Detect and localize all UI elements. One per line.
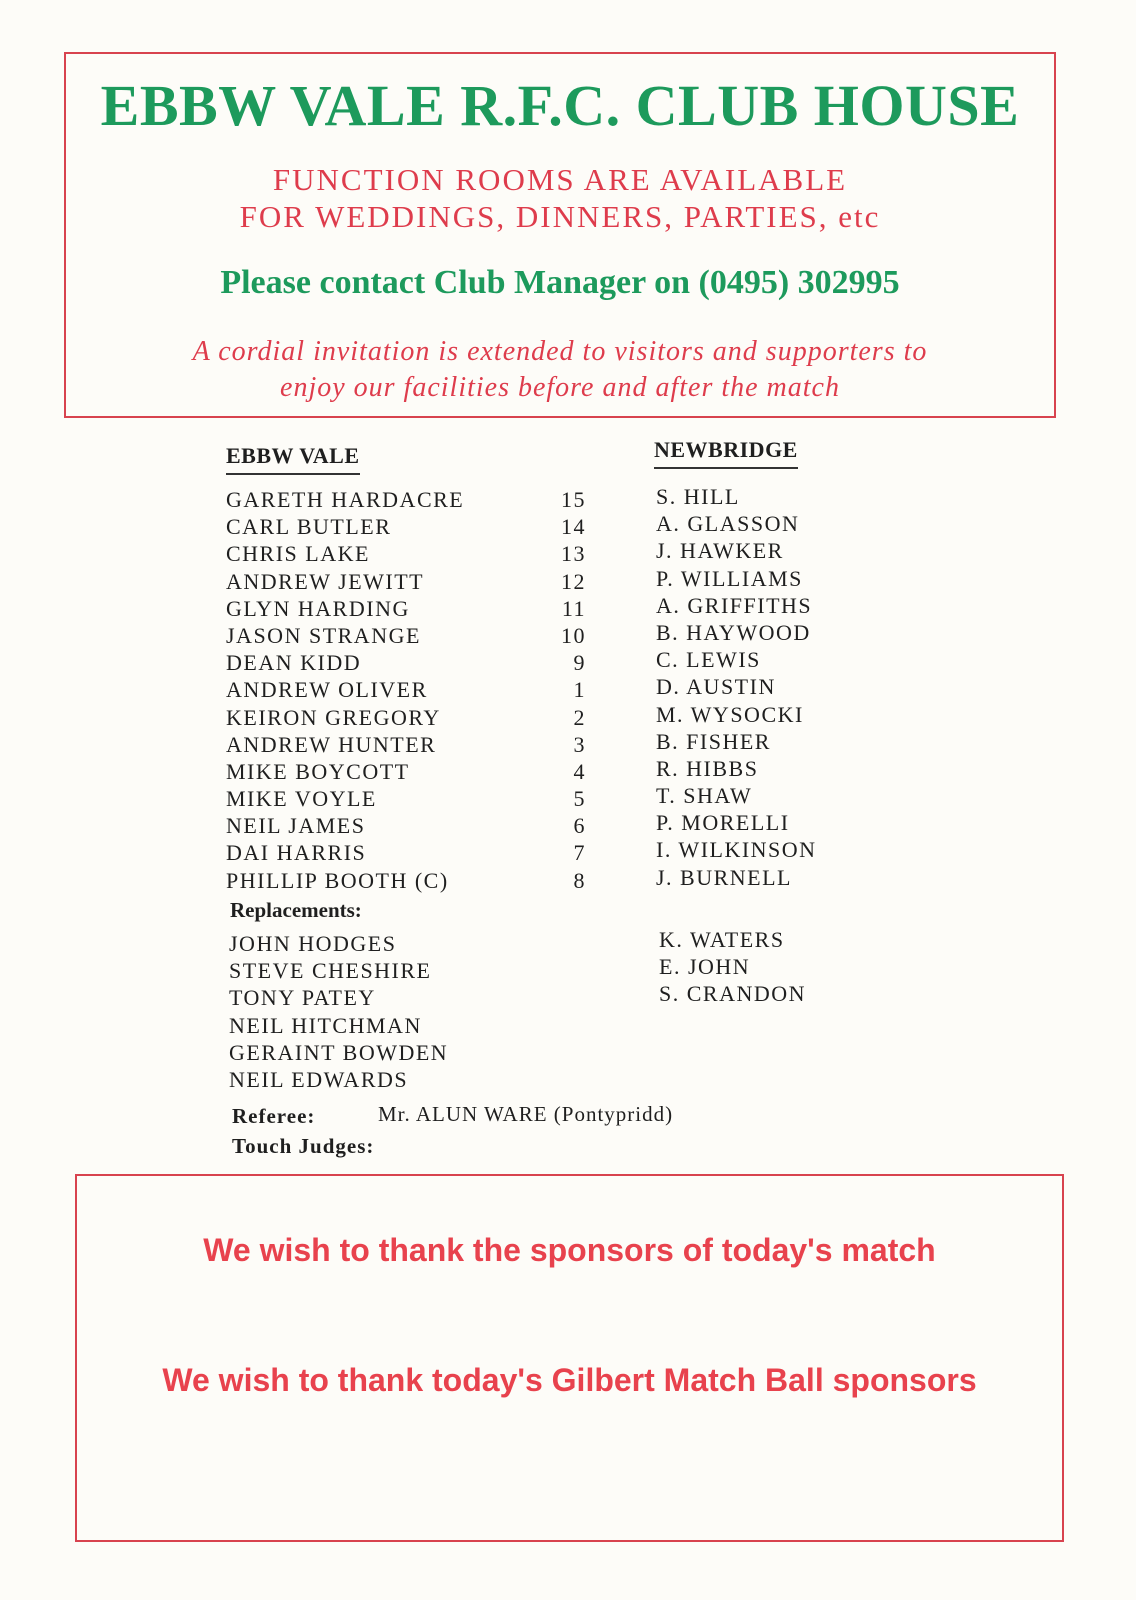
away-player: P. MORELLI bbox=[656, 810, 790, 836]
home-player: CARL BUTLER bbox=[226, 514, 392, 540]
away-player: S. HILL bbox=[656, 484, 740, 509]
shirt-number: 8 bbox=[573, 867, 586, 893]
away-player: R. HIBBS bbox=[656, 755, 759, 781]
shirt-number: 4 bbox=[573, 758, 586, 784]
home-player: GARETH HARDACRE bbox=[226, 487, 465, 512]
away-replacements-list bbox=[659, 926, 806, 1008]
home-replacement: NEIL HITCHMAN bbox=[229, 1012, 422, 1038]
home-player: DEAN KIDD bbox=[226, 650, 362, 676]
home-replacement: STEVE CHESHIRE bbox=[229, 958, 432, 984]
shirt-number: 2 bbox=[573, 704, 586, 730]
shirt-number: 7 bbox=[573, 840, 586, 866]
shirt-number: 14 bbox=[561, 514, 586, 540]
touch-judges-label: Touch Judges: bbox=[232, 1134, 375, 1158]
home-team-heading: EBBW VALE bbox=[226, 443, 360, 475]
shirt-number: 11 bbox=[561, 595, 586, 621]
away-player: B. HAYWOOD bbox=[656, 619, 811, 645]
away-player: J. BURNELL bbox=[656, 864, 792, 890]
home-player: MIKE VOYLE bbox=[226, 786, 377, 812]
shirt-number-list bbox=[540, 486, 586, 894]
shirt-number: 15 bbox=[561, 487, 586, 512]
away-team-list bbox=[656, 483, 817, 891]
club-house-title: EBBW VALE R.F.C. CLUB HOUSE bbox=[100, 73, 1020, 138]
sponsors-box bbox=[75, 1174, 1064, 1542]
away-player: I. WILKINSON bbox=[656, 837, 817, 863]
away-player: A. GRIFFITHS bbox=[656, 592, 813, 618]
away-player: C. LEWIS bbox=[656, 647, 761, 673]
away-player: B. FISHER bbox=[656, 728, 771, 754]
home-player: JASON STRANGE bbox=[226, 622, 421, 648]
shirt-number: 13 bbox=[561, 541, 586, 567]
shirt-number: 3 bbox=[573, 731, 586, 757]
match-sponsors-thanks: We wish to thank the sponsors of today's match bbox=[203, 1232, 936, 1268]
shirt-number: 12 bbox=[561, 568, 586, 594]
away-player: D. AUSTIN bbox=[656, 674, 776, 700]
home-replacement: JOHN HODGES bbox=[229, 931, 397, 956]
home-player: PHILLIP BOOTH (C) bbox=[226, 867, 449, 893]
home-team-list bbox=[226, 486, 464, 894]
away-player: T. SHAW bbox=[656, 783, 753, 809]
home-player: ANDREW HUNTER bbox=[226, 731, 437, 757]
home-player: NEIL JAMES bbox=[226, 813, 366, 839]
shirt-number: 5 bbox=[573, 786, 586, 812]
home-replacement: GERAINT BOWDEN bbox=[229, 1039, 449, 1065]
home-player: ANDREW JEWITT bbox=[226, 568, 425, 594]
home-player: KEIRON GREGORY bbox=[226, 704, 441, 730]
away-replacement: E. JOHN bbox=[659, 954, 751, 980]
shirt-number: 6 bbox=[573, 813, 586, 839]
home-player: CHRIS LAKE bbox=[226, 541, 370, 567]
away-player: P. WILLIAMS bbox=[656, 565, 803, 591]
replacements-label: Replacements: bbox=[230, 898, 362, 922]
referee-label: Referee: bbox=[232, 1104, 316, 1128]
referee-name: Mr. ALUN WARE (Pontypridd) bbox=[378, 1102, 674, 1126]
shirt-number: 9 bbox=[573, 650, 586, 676]
home-player: MIKE BOYCOTT bbox=[226, 758, 410, 784]
home-player: DAI HARRIS bbox=[226, 840, 367, 866]
away-player: M. WYSOCKI bbox=[656, 701, 804, 727]
away-replacement: S. CRANDON bbox=[659, 981, 807, 1007]
function-rooms-line: FUNCTION ROOMS ARE AVAILABLE bbox=[272, 162, 848, 197]
match-ball-sponsors-thanks: We wish to thank today's Gilbert Match Ball sponsors bbox=[162, 1362, 977, 1398]
shirt-number: 1 bbox=[573, 677, 586, 703]
home-replacement: TONY PATEY bbox=[229, 985, 376, 1011]
home-player: GLYN HARDING bbox=[226, 595, 410, 621]
away-player: J. HAWKER bbox=[656, 538, 784, 564]
home-player: ANDREW OLIVER bbox=[226, 677, 428, 703]
home-replacements-list bbox=[229, 930, 448, 1093]
function-types-line: FOR WEDDINGS, DINNERS, PARTIES, etc bbox=[239, 199, 881, 234]
club-house-advert bbox=[64, 52, 1056, 418]
club-manager-contact: Please contact Club Manager on (0495) 302995 bbox=[220, 264, 900, 301]
away-player: A. GLASSON bbox=[656, 511, 800, 537]
shirt-number: 10 bbox=[561, 622, 586, 648]
away-replacement: K. WATERS bbox=[659, 927, 785, 952]
invitation-line-1: A cordial invitation is extended to visitors and supporters to bbox=[192, 336, 928, 367]
invitation-line-2: enjoy our facilities before and after the match bbox=[280, 372, 840, 403]
home-replacement: NEIL EDWARDS bbox=[229, 1066, 409, 1092]
away-team-heading: NEWBRIDGE bbox=[654, 437, 798, 469]
